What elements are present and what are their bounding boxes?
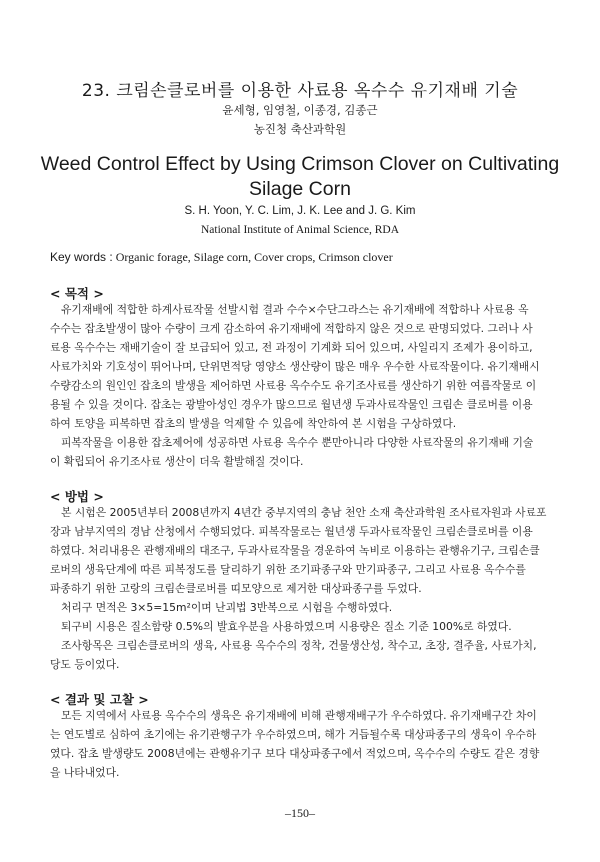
korean-authors: 윤세형, 임영철, 이종경, 김종근 — [222, 103, 378, 117]
body-line: 수수는 잡초발생이 많아 수량이 크게 감소하여 유기재배에 적합하지 않은 것으로 판명되었다. 그러나 사 — [50, 322, 533, 335]
english-affiliation: National Institute of Animal Science, RDA — [200, 224, 399, 236]
body-line: 로버의 생육단계에 따른 피복정도를 달리하기 위한 조기파종구와 만기파종구, 그리고 사료용 옥수수를 — [50, 563, 526, 576]
body-line: 하였다. 처리내용은 관행재배의 대조구, 두과사료작물을 경운하여 녹비로 이용하는 관행유기구, 크림손클 — [50, 544, 540, 557]
section-body-purpose — [50, 300, 550, 471]
body-line: 파종하기 위한 고랑의 크림손클로버를 띠모양으로 제거한 대상파종구를 두었다. — [50, 582, 422, 595]
korean-affiliation: 농진청 축산과학원 — [253, 122, 347, 136]
english-authors: S. H. Yoon, Y. C. Lim, J. K. Lee and J. G. Kim — [184, 205, 416, 217]
body-line: 용될 수 있을 것이다. 잡초는 광발아성인 경우가 많으므로 월년생 두과사료작물인 크림손 클로버를 이용 — [50, 398, 533, 411]
body-line: 피복작물을 이용한 잡초제어에 성공하면 사료용 옥수수 뿐만아니라 다양한 사료작물의 유기재배 기술 — [61, 436, 534, 449]
body-line: 장과 남부지역의 경남 산청에서 수행되었다. 피복작물로는 월년생 두과사료작물인 크림손클로버를 이용 — [50, 525, 533, 538]
body-line: 당도 등이었다. — [50, 658, 120, 671]
section-heading-results: < 결과 및 고찰 > — [50, 692, 149, 707]
keywords-label: Key words : — [50, 250, 113, 264]
body-line: 유기재배에 적합한 하계사료작물 선발시험 결과 수수×수단그라스는 유기재배에 적합하나 사료용 옥 — [61, 303, 529, 316]
english-title-line-1: Weed Control Effect by Using Crimson Clover on Cultivating — [40, 153, 560, 175]
body-line: 하여 토양을 피복하면 잡초의 발생을 억제할 수 있음에 착안하여 본 시험을 구상하였다. — [50, 417, 457, 430]
body-line: 퇴구비 시용은 질소함량 0.5%의 발효우분을 사용하였으며 시용량은 질소 기준 100%로 하였다. — [61, 620, 512, 633]
body-line: 료용 옥수수는 재배기술이 잘 보급되어 있고, 전 과정이 기계화 되어 있으며, 사일리지 조제가 용이하고, — [50, 341, 533, 354]
section-heading-method: < 방법 > — [50, 489, 104, 504]
body-line: 모든 지역에서 사료용 옥수수의 생육은 유기재배에 비해 관행재배구가 우수하였다. 유기재배구간 차이 — [61, 709, 537, 722]
body-line: 사료가치와 기호성이 뛰어나며, 단위면적당 영양소 생산량이 많은 매우 우수한 사료작물이다. 유기재배시 — [50, 360, 540, 373]
keywords-text: Organic forage, Silage corn, Cover crops, Crimson clover — [115, 250, 393, 264]
english-title — [0, 152, 600, 202]
section-heading-purpose: < 목적 > — [50, 286, 104, 301]
body-line: 였다. 잡초 발생량도 2008년에는 관행유기구 보다 대상파종구에서 적었으며, 옥수수의 수량도 같은 경향 — [50, 747, 540, 760]
section-body-method — [50, 503, 550, 674]
body-line: 처리구 면적은 3×5=15m²이며 난괴법 3반복으로 시험을 수행하였다. — [61, 601, 393, 614]
body-line: 는 연도별로 심하여 초기에는 유기관행구가 우수하였으며, 해가 거듭될수록 대상파종구의 생육이 우수하 — [50, 728, 537, 741]
body-line: 본 시험은 2005년부터 2008년까지 4년간 중부지역의 충남 천안 소재 축산과학원 조사료자원과 사료포 — [61, 506, 547, 519]
page-number: –150– — [285, 806, 315, 820]
keywords — [50, 250, 393, 265]
body-line: 이 확립되어 유기조사료 생산이 더욱 활발해질 것이다. — [50, 455, 304, 468]
body-line: 수량감소의 원인인 잡초의 발생을 제어하면 사료용 옥수수도 유기조사료를 생산하기 위한 여름작물로 이 — [50, 379, 537, 392]
body-line: 조사항목은 크림손클로버의 생육, 사료용 옥수수의 정착, 건물생산성, 착수고, 초장, 결주율, 사료가치, — [61, 639, 537, 652]
english-title-line-2: Silage Corn — [249, 178, 351, 200]
korean-title: 23. 크림손클로버를 이용한 사료용 옥수수 유기재배 기술 — [81, 81, 519, 101]
section-body-results — [50, 706, 550, 782]
body-line: 을 나타내었다. — [50, 766, 120, 779]
